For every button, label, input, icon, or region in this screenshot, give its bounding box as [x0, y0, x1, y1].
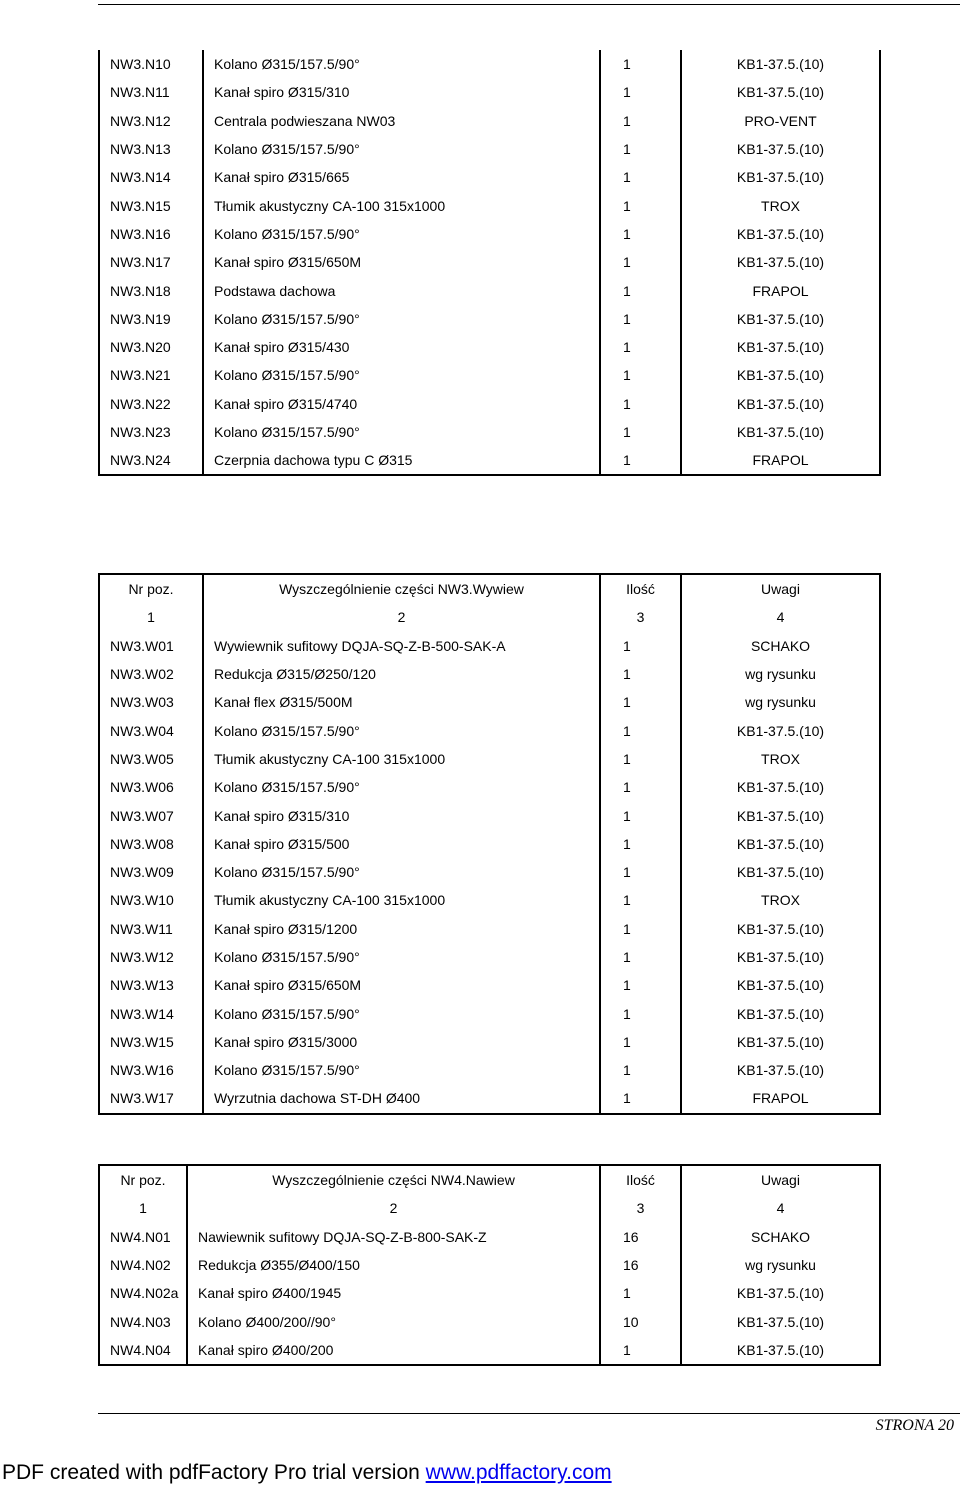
- cell-desc: Kolano Ø315/157.5/90°: [203, 305, 600, 333]
- cell-qty: 1: [600, 248, 681, 276]
- cell-qty: 1: [600, 390, 681, 418]
- cell-note: KB1-37.5.(10): [681, 999, 880, 1027]
- table-row: [99, 361, 880, 389]
- table-nw3-wywiew: [98, 573, 881, 1115]
- cell-note: wg rysunku: [681, 1251, 880, 1279]
- cell-qty: 1: [600, 418, 681, 446]
- cell-note: KB1-37.5.(10): [681, 915, 880, 943]
- table-row: [99, 50, 880, 78]
- cell-qty: 1: [600, 801, 681, 829]
- cell-note: KB1-37.5.(10): [681, 333, 880, 361]
- cell-qty: 1: [600, 1056, 681, 1084]
- cell-pos: NW3.N18: [99, 276, 203, 304]
- header-note: Uwagi: [681, 574, 880, 603]
- cell-qty: 1: [600, 660, 681, 688]
- table-row: [99, 1336, 880, 1365]
- cell-desc: Kanał spiro Ø315/500: [203, 830, 600, 858]
- cell-desc: Kolano Ø315/157.5/90°: [203, 716, 600, 744]
- table-row: [99, 446, 880, 475]
- table-row: [99, 78, 880, 106]
- cell-note: wg rysunku: [681, 688, 880, 716]
- cell-note: KB1-37.5.(10): [681, 1056, 880, 1084]
- cell-note: FRAPOL: [681, 1084, 880, 1113]
- cell-pos: NW3.N16: [99, 220, 203, 248]
- cell-pos: NW3.N17: [99, 248, 203, 276]
- cell-pos: NW3.W01: [99, 632, 203, 660]
- header-qty: Ilość: [600, 574, 681, 603]
- colnum-1: 1: [99, 1194, 187, 1222]
- column-number-row: [99, 1194, 880, 1222]
- cell-qty: 1: [600, 333, 681, 361]
- cell-desc: Kanał spiro Ø315/665: [203, 163, 600, 191]
- cell-pos: NW3.W07: [99, 801, 203, 829]
- cell-pos: NW3.N23: [99, 418, 203, 446]
- cell-qty: 1: [600, 220, 681, 248]
- cell-desc: Nawiewnik sufitowy DQJA-SQ-Z-B-800-SAK-Z: [187, 1223, 600, 1251]
- pdf-creator-banner: [2, 1460, 612, 1486]
- cell-desc: Kanał spiro Ø315/1200: [203, 915, 600, 943]
- cell-qty: 1: [600, 943, 681, 971]
- cell-qty: 1: [600, 50, 681, 78]
- cell-desc: Kolano Ø400/200//90°: [187, 1307, 600, 1335]
- cell-desc: Kanał spiro Ø400/1945: [187, 1279, 600, 1307]
- cell-note: KB1-37.5.(10): [681, 1279, 880, 1307]
- table-header-row: [99, 574, 880, 603]
- cell-desc: Tłumik akustyczny CA-100 315x1000: [203, 886, 600, 914]
- cell-pos: NW3.N20: [99, 333, 203, 361]
- cell-desc: Kanał spiro Ø315/310: [203, 78, 600, 106]
- cell-pos: NW3.W06: [99, 773, 203, 801]
- table-row: [99, 745, 880, 773]
- cell-note: wg rysunku: [681, 660, 880, 688]
- cell-pos: NW4.N02a: [99, 1279, 187, 1307]
- cell-qty: 1: [600, 305, 681, 333]
- cell-note: FRAPOL: [681, 446, 880, 475]
- cell-desc: Kanał spiro Ø315/4740: [203, 390, 600, 418]
- table-row: [99, 1307, 880, 1335]
- cell-qty: 1: [600, 1279, 681, 1307]
- cell-desc: Wywiewnik sufitowy DQJA-SQ-Z-B-500-SAK-A: [203, 632, 600, 660]
- cell-qty: 1: [600, 276, 681, 304]
- cell-note: KB1-37.5.(10): [681, 135, 880, 163]
- pdffactory-link[interactable]: www.pdffactory.com: [425, 1461, 612, 1484]
- table-row: [99, 163, 880, 191]
- table-row: [99, 248, 880, 276]
- cell-desc: Kolano Ø315/157.5/90°: [203, 50, 600, 78]
- cell-note: TROX: [681, 886, 880, 914]
- cell-desc: Kanał spiro Ø315/430: [203, 333, 600, 361]
- cell-pos: NW3.W14: [99, 999, 203, 1027]
- cell-pos: NW3.W08: [99, 830, 203, 858]
- cell-qty: 1: [600, 1028, 681, 1056]
- table-row: [99, 971, 880, 999]
- cell-note: KB1-37.5.(10): [681, 418, 880, 446]
- colnum-1: 1: [99, 603, 203, 631]
- table-row: [99, 999, 880, 1027]
- cell-desc: Tłumik akustyczny CA-100 315x1000: [203, 745, 600, 773]
- cell-note: SCHAKO: [681, 1223, 880, 1251]
- header-desc: Wyszczególnienie części NW4.Nawiew: [187, 1165, 600, 1194]
- cell-desc: Kolano Ø315/157.5/90°: [203, 858, 600, 886]
- cell-desc: Wyrzutnia dachowa ST-DH Ø400: [203, 1084, 600, 1113]
- table-row: [99, 886, 880, 914]
- table-row: [99, 716, 880, 744]
- table-row: [99, 390, 880, 418]
- cell-pos: NW3.N13: [99, 135, 203, 163]
- cell-note: KB1-37.5.(10): [681, 361, 880, 389]
- top-rule: [98, 4, 960, 5]
- cell-desc: Kanał spiro Ø315/650M: [203, 971, 600, 999]
- cell-note: KB1-37.5.(10): [681, 1307, 880, 1335]
- table-row: [99, 1056, 880, 1084]
- cell-pos: NW3.N10: [99, 50, 203, 78]
- cell-pos: NW3.N22: [99, 390, 203, 418]
- table-row: [99, 1223, 880, 1251]
- cell-pos: NW3.W17: [99, 1084, 203, 1113]
- colnum-3: 3: [600, 1194, 681, 1222]
- cell-qty: 16: [600, 1251, 681, 1279]
- cell-desc: Kolano Ø315/157.5/90°: [203, 999, 600, 1027]
- cell-desc: Kanał spiro Ø400/200: [187, 1336, 600, 1365]
- table-row: [99, 660, 880, 688]
- cell-pos: NW3.N11: [99, 78, 203, 106]
- cell-qty: 10: [600, 1307, 681, 1335]
- cell-note: KB1-37.5.(10): [681, 858, 880, 886]
- table-row: [99, 333, 880, 361]
- cell-note: KB1-37.5.(10): [681, 716, 880, 744]
- cell-pos: NW3.W12: [99, 943, 203, 971]
- table-row: [99, 1251, 880, 1279]
- cell-pos: NW3.N12: [99, 107, 203, 135]
- cell-pos: NW4.N04: [99, 1336, 187, 1365]
- table-row: [99, 107, 880, 135]
- cell-pos: NW3.W13: [99, 971, 203, 999]
- cell-qty: 1: [600, 830, 681, 858]
- cell-pos: NW4.N02: [99, 1251, 187, 1279]
- cell-note: KB1-37.5.(10): [681, 943, 880, 971]
- cell-qty: 1: [600, 191, 681, 219]
- cell-desc: Czerpnia dachowa typu C Ø315: [203, 446, 600, 475]
- cell-qty: 1: [600, 78, 681, 106]
- table-row: [99, 135, 880, 163]
- cell-qty: 1: [600, 716, 681, 744]
- cell-qty: 1: [600, 1336, 681, 1365]
- cell-qty: 1: [600, 688, 681, 716]
- cell-desc: Kolano Ø315/157.5/90°: [203, 943, 600, 971]
- cell-pos: NW3.W16: [99, 1056, 203, 1084]
- table-row: [99, 915, 880, 943]
- cell-desc: Kolano Ø315/157.5/90°: [203, 361, 600, 389]
- cell-note: KB1-37.5.(10): [681, 971, 880, 999]
- cell-desc: Kanał spiro Ø315/310: [203, 801, 600, 829]
- header-qty: Ilość: [600, 1165, 681, 1194]
- cell-qty: 1: [600, 858, 681, 886]
- cell-note: KB1-37.5.(10): [681, 78, 880, 106]
- table-row: [99, 1279, 880, 1307]
- cell-note: KB1-37.5.(10): [681, 220, 880, 248]
- cell-desc: Redukcja Ø315/Ø250/120: [203, 660, 600, 688]
- cell-pos: NW3.W10: [99, 886, 203, 914]
- cell-desc: Kanał flex Ø315/500M: [203, 688, 600, 716]
- cell-note: KB1-37.5.(10): [681, 305, 880, 333]
- cell-qty: 1: [600, 915, 681, 943]
- table-row: [99, 418, 880, 446]
- cell-qty: 1: [600, 632, 681, 660]
- table-row: [99, 276, 880, 304]
- pdf-banner-text: PDF created with pdfFactory Pro trial version: [2, 1461, 426, 1484]
- cell-desc: Kolano Ø315/157.5/90°: [203, 773, 600, 801]
- table-row: [99, 943, 880, 971]
- cell-qty: 1: [600, 1084, 681, 1113]
- cell-pos: NW3.N14: [99, 163, 203, 191]
- cell-note: TROX: [681, 745, 880, 773]
- cell-pos: NW3.W09: [99, 858, 203, 886]
- table-row: [99, 858, 880, 886]
- header-note: Uwagi: [681, 1165, 880, 1194]
- column-number-row: [99, 603, 880, 631]
- cell-qty: 1: [600, 971, 681, 999]
- table-nw3-nawiew-continued: [98, 50, 881, 476]
- cell-note: SCHAKO: [681, 632, 880, 660]
- table-row: [99, 688, 880, 716]
- cell-desc: Centrala podwieszana NW03: [203, 107, 600, 135]
- cell-qty: 1: [600, 886, 681, 914]
- footer-rule: [98, 1413, 960, 1414]
- table-header-row: [99, 1165, 880, 1194]
- table-row: [99, 773, 880, 801]
- cell-note: KB1-37.5.(10): [681, 830, 880, 858]
- header-desc: Wyszczególnienie części NW3.Wywiew: [203, 574, 600, 603]
- cell-pos: NW3.N24: [99, 446, 203, 475]
- cell-pos: NW3.W11: [99, 915, 203, 943]
- table-row: [99, 191, 880, 219]
- cell-note: KB1-37.5.(10): [681, 248, 880, 276]
- colnum-2: 2: [203, 603, 600, 631]
- cell-pos: NW3.W02: [99, 660, 203, 688]
- cell-note: KB1-37.5.(10): [681, 773, 880, 801]
- cell-note: KB1-37.5.(10): [681, 163, 880, 191]
- colnum-3: 3: [600, 603, 681, 631]
- table-row: [99, 830, 880, 858]
- cell-qty: 16: [600, 1223, 681, 1251]
- table-row: [99, 632, 880, 660]
- cell-desc: Redukcja Ø355/Ø400/150: [187, 1251, 600, 1279]
- cell-desc: Kanał spiro Ø315/650M: [203, 248, 600, 276]
- cell-pos: NW3.N15: [99, 191, 203, 219]
- cell-note: TROX: [681, 191, 880, 219]
- header-pos: Nr poz.: [99, 574, 203, 603]
- cell-qty: 1: [600, 361, 681, 389]
- cell-qty: 1: [600, 446, 681, 475]
- cell-pos: NW3.W15: [99, 1028, 203, 1056]
- cell-pos: NW3.N21: [99, 361, 203, 389]
- cell-desc: Kolano Ø315/157.5/90°: [203, 135, 600, 163]
- table-nw4-nawiew: [98, 1164, 881, 1366]
- cell-qty: 1: [600, 773, 681, 801]
- cell-pos: NW4.N01: [99, 1223, 187, 1251]
- cell-desc: Kolano Ø315/157.5/90°: [203, 418, 600, 446]
- cell-note: KB1-37.5.(10): [681, 1028, 880, 1056]
- cell-pos: NW3.W04: [99, 716, 203, 744]
- table-row: [99, 220, 880, 248]
- cell-desc: Tłumik akustyczny CA-100 315x1000: [203, 191, 600, 219]
- table-row: [99, 1028, 880, 1056]
- cell-note: FRAPOL: [681, 276, 880, 304]
- cell-qty: 1: [600, 999, 681, 1027]
- cell-note: KB1-37.5.(10): [681, 390, 880, 418]
- colnum-2: 2: [187, 1194, 600, 1222]
- cell-qty: 1: [600, 107, 681, 135]
- cell-pos: NW3.W03: [99, 688, 203, 716]
- cell-note: KB1-37.5.(10): [681, 1336, 880, 1365]
- cell-qty: 1: [600, 135, 681, 163]
- header-pos: Nr poz.: [99, 1165, 187, 1194]
- cell-pos: NW3.W05: [99, 745, 203, 773]
- cell-note: PRO-VENT: [681, 107, 880, 135]
- page-number: STRONA 20: [875, 1417, 954, 1434]
- table-row: [99, 1084, 880, 1113]
- cell-qty: 1: [600, 745, 681, 773]
- cell-qty: 1: [600, 163, 681, 191]
- cell-desc: Podstawa dachowa: [203, 276, 600, 304]
- cell-desc: Kanał spiro Ø315/3000: [203, 1028, 600, 1056]
- cell-note: KB1-37.5.(10): [681, 801, 880, 829]
- cell-pos: NW3.N19: [99, 305, 203, 333]
- cell-desc: Kolano Ø315/157.5/90°: [203, 220, 600, 248]
- colnum-4: 4: [681, 603, 880, 631]
- cell-pos: NW4.N03: [99, 1307, 187, 1335]
- cell-note: KB1-37.5.(10): [681, 50, 880, 78]
- colnum-4: 4: [681, 1194, 880, 1222]
- table-row: [99, 305, 880, 333]
- cell-desc: Kolano Ø315/157.5/90°: [203, 1056, 600, 1084]
- table-row: [99, 801, 880, 829]
